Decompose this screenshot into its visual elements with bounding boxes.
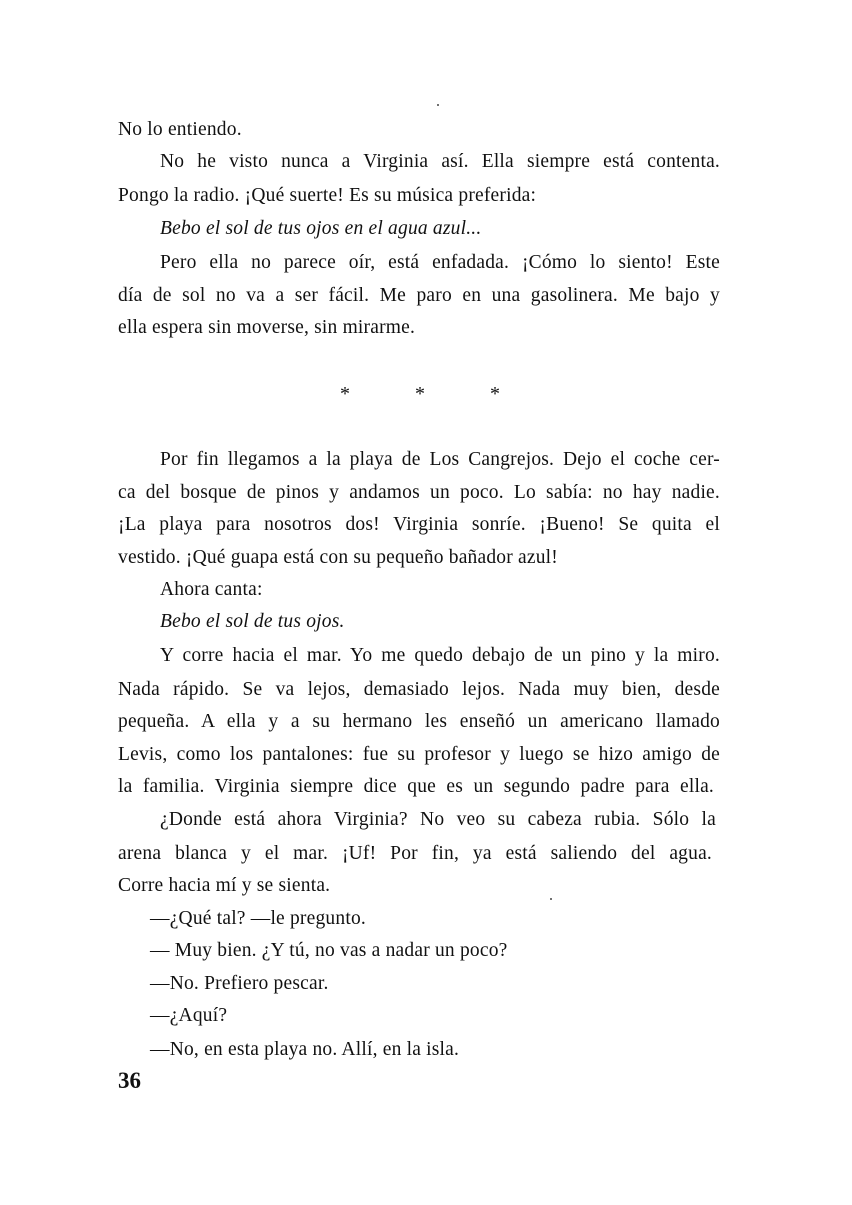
- text-line: ¿Donde está ahora Virginia? No veo su cabeza rubia. Sólo la: [160, 809, 716, 830]
- dialogue-line: —¿Qué tal? —le pregunto.: [150, 908, 366, 929]
- page-number: 36: [118, 1068, 141, 1093]
- separator-star: *: [415, 383, 425, 405]
- text-line: No he visto nunca a Virginia así. Ella siempre está contenta.: [160, 151, 720, 172]
- text-line: Por fin llegamos a la playa de Los Cangrejos. Dejo el coche cer-: [160, 449, 720, 470]
- text-line: la familia. Virginia siempre dice que es un segundo padre para ella.: [118, 776, 714, 797]
- dialogue-line: —No. Prefiero pescar.: [150, 973, 329, 994]
- text-line: vestido. ¡Qué guapa está con su pequeño bañador azul!: [118, 547, 558, 568]
- text-line: Y corre hacia el mar. Yo me quedo debajo de un pino y la miro.: [160, 645, 720, 666]
- text-line: ella espera sin moverse, sin mirarme.: [118, 317, 416, 338]
- song-lyric: Bebo el sol de tus ojos.: [160, 611, 345, 632]
- text-line: Pongo la radio. ¡Qué suerte! Es su música preferida:: [118, 185, 537, 206]
- text-line: Levis, como los pantalones: fue su profesor y luego se hizo amigo de: [118, 744, 720, 765]
- scan-speck: [550, 898, 552, 900]
- separator-star: *: [490, 383, 500, 405]
- text-line: arena blanca y el mar. ¡Uf! Por fin, ya está saliendo del agua.: [118, 843, 712, 864]
- scan-speck: [437, 104, 439, 106]
- dialogue-line: —No, en esta playa no. Allí, en la isla.: [150, 1039, 460, 1060]
- text-line: día de sol no va a ser fácil. Me paro en una gasolinera. Me bajo y: [118, 285, 720, 306]
- song-lyric: Bebo el sol de tus ojos en el agua azul...: [160, 218, 482, 239]
- dialogue-line: — Muy bien. ¿Y tú, no vas a nadar un poco?: [150, 940, 508, 961]
- text-line: Pero ella no parece oír, está enfadada. ¡Cómo lo siento! Este: [160, 252, 720, 273]
- text-line: ¡La playa para nosotros dos! Virginia sonríe. ¡Bueno! Se quita el: [118, 514, 720, 535]
- separator-star: *: [340, 383, 350, 405]
- text-line: No lo entiendo.: [118, 119, 242, 140]
- dialogue-line: —¿Aquí?: [150, 1005, 228, 1026]
- section-separator: [340, 383, 500, 406]
- text-line: Nada rápido. Se va lejos, demasiado lejos. Nada muy bien, desde: [118, 679, 720, 700]
- text-line: Corre hacia mí y se sienta.: [118, 875, 331, 896]
- text-line: pequeña. A ella y a su hermano les enseñó un americano llamado: [118, 711, 720, 732]
- text-line: ca del bosque de pinos y andamos un poco. Lo sabía: no hay nadie.: [118, 482, 720, 503]
- text-line: Ahora canta:: [160, 579, 263, 600]
